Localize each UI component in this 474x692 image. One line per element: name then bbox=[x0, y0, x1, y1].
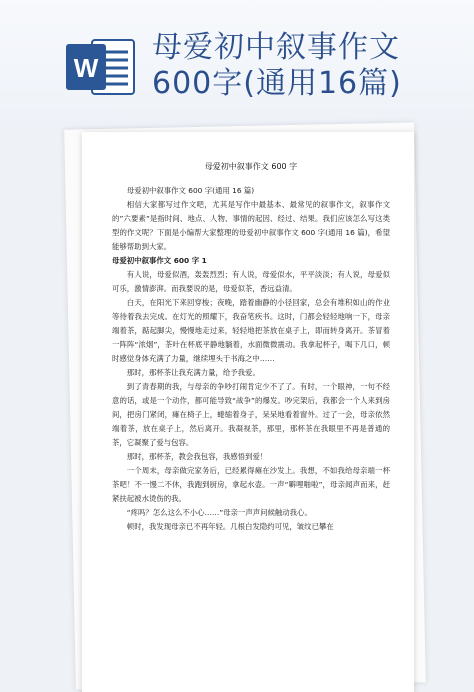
body-paragraph: 那时，那杯茶让我充满力量，给予我爱。 bbox=[126, 368, 260, 377]
body-paragraph: 一个周末，母亲做完家务后，已经累得瘫在沙发上。我想，不如我给母亲端一杯茶吧！不一馒二不休，我跑到厨房，拿起水壶。一声“噼哩啪啦”，母亲闻声而来，赶紧扶起被水烫伤的我。 bbox=[112, 466, 390, 503]
body-paragraph: 有人说，母爱似酒，轰轰烈烈；有人说，母爱似水，平平淡淡；有人说，母爱似可乐，激情澎湃。而我要说的是，母爱似茶，香远益清。 bbox=[112, 270, 390, 293]
body-paragraph: 到了青春期的我，与母亲的争吵打闹肯定少不了了。有时，一个眼神，一句不经意的话，或是一个动作，都可能导致“战争”的爆发。吵完架后，我都会一个人来到房间，把房门紧闭，瘫在椅子上，蜷缩着身子，呆呆地看着窗外。过了一会，母亲依然端着茶，放在桌子上，然后离开。我凝视茶，那里，那杯茶在我眼里不再是普通的茶，它凝聚了爱与包容。 bbox=[112, 382, 390, 447]
body-paragraph: 那时，那杯茶，教会我包容，我感悟到爱！ bbox=[126, 452, 268, 461]
document-body bbox=[112, 160, 390, 534]
header-banner bbox=[0, 0, 474, 128]
banner-title bbox=[152, 30, 462, 102]
section-heading: 母爱初中叙事作文 600 字 1 bbox=[112, 256, 207, 265]
banner-title-line-2: 600字(通用16篇) bbox=[152, 66, 402, 101]
intro-paragraph: 相信大家都写过作文吧，尤其是写作中最基本、最常见的叙事作文，叙事作文的”六要素”是指时间、地点、人物、事情的起因、经过、结果。我们应该怎么写这类型的作文呢？下面是小编帮大家整理的母爱初中叙事作文 600 字(通用 16 篇)，希望能够帮助到大家。 bbox=[112, 200, 390, 251]
document-subtitle: 母爱初中叙事作文 600 字(通用 16 篇) bbox=[126, 186, 255, 195]
banner-title-line-1: 母爱初中叙事作文 bbox=[152, 30, 400, 65]
document-title: 母爱初中叙事作文 600 字 bbox=[204, 162, 298, 171]
body-paragraph: 顿时，我发现母亲已不再年轻。几根白发隐约可见，皱纹已攀在 bbox=[126, 522, 334, 531]
word-logo-letter: W bbox=[73, 53, 99, 83]
word-document-icon bbox=[66, 36, 136, 98]
body-paragraph: 白天，在阳光下来回穿梭；夜晚，踏着幽静的小径回家，总会有堆积如山的作业等待着我去完成。在灯光的照耀下，我奋笔疾书。这时，门都会轻轻地响一下，母亲端着茶，踮起脚尖，慢慢地走过来，轻轻地把茶放在桌子上，即而转身离开。茶冒着一阵阵“浓烟”，茶叶在杯底平静地躺着，水面微微震动。我拿起杯子，喝下几口，顿时感觉身体充满了力量，继续埋头于书海之中…… bbox=[112, 298, 390, 363]
body-paragraph: “疼吗？怎么这么不小心……”母亲一声声问候触动我心。 bbox=[126, 508, 312, 517]
